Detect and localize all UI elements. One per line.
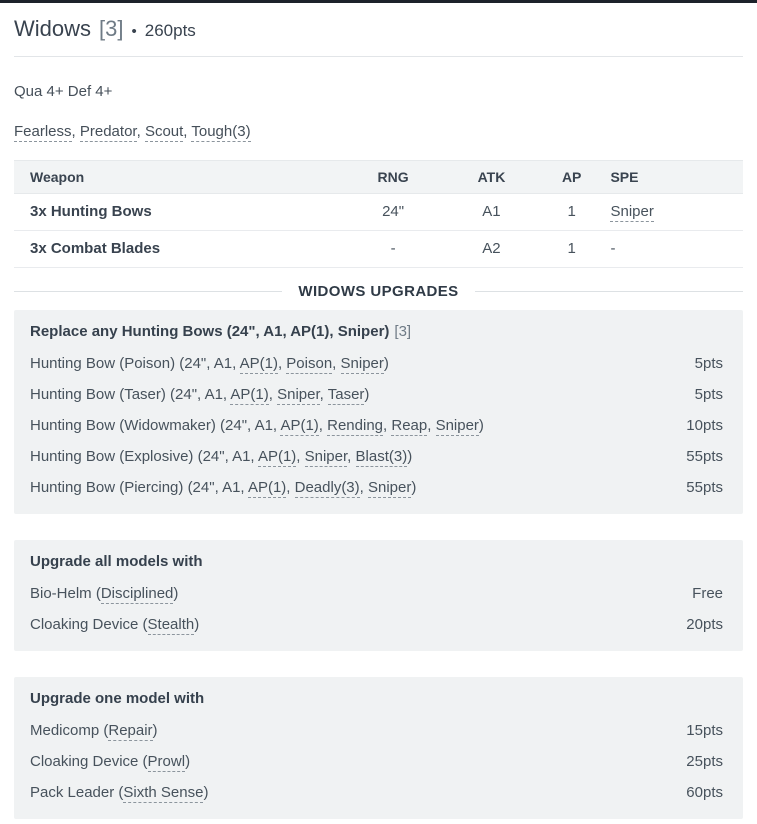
- unit-model-count: [3]: [99, 16, 124, 41]
- special-rule-sniper[interactable]: Sniper: [304, 448, 348, 465]
- upgrade-section: [14, 540, 743, 651]
- weapon-rng: 24": [342, 194, 444, 231]
- upgrade-option-label: Hunting Bow (Explosive) (24", A1, AP(1), Sniper, Blast(3)): [30, 448, 413, 465]
- upgrade-option-label: Bio-Helm (Disciplined): [30, 585, 179, 602]
- special-rule-taser[interactable]: Taser: [327, 386, 365, 403]
- bullet-separator: •: [131, 23, 137, 40]
- upgrade-option-cost: 15pts: [686, 722, 723, 739]
- upgrade-section-title: [30, 322, 723, 342]
- special-rule-ap-1[interactable]: AP(1): [247, 479, 287, 496]
- top-window-edge: [0, 0, 757, 3]
- special-rule-predator[interactable]: Predator: [79, 123, 137, 140]
- special-rule-sniper[interactable]: Sniper: [277, 386, 320, 403]
- header-divider: [14, 56, 743, 57]
- upgrade-option-cost: 55pts: [686, 448, 723, 465]
- upgrade-option-cost: 55pts: [686, 479, 723, 496]
- special-rule-ap-1[interactable]: AP(1): [230, 386, 269, 403]
- unit-title: Widows: [14, 16, 92, 41]
- special-rule-repair[interactable]: Repair: [108, 722, 153, 739]
- weapon-rng: -: [342, 231, 444, 268]
- special-rule-ap-1[interactable]: AP(1): [239, 355, 278, 372]
- column-header-atk: ATK: [444, 161, 539, 194]
- weapon-name: 3x Combat Blades: [14, 231, 342, 268]
- weapon-ap: 1: [539, 231, 605, 268]
- special-rule-poison[interactable]: Poison: [286, 355, 333, 372]
- weapon-spe: [604, 194, 743, 231]
- weapon-atk: A1: [444, 194, 539, 231]
- upgrade-option-label: Hunting Bow (Widowmaker) (24", A1, AP(1), Rending, Reap, Sniper): [30, 417, 484, 434]
- upgrade-option-row: [30, 385, 723, 404]
- weapon-row: [14, 194, 743, 231]
- upgrade-option-label: Hunting Bow (Piercing) (24", A1, AP(1), Deadly(3), Sniper): [30, 479, 417, 496]
- weapons-header-row: [14, 161, 743, 194]
- weapon-ap: 1: [539, 194, 605, 231]
- special-rule-blast-3[interactable]: Blast(3): [355, 448, 408, 465]
- weapons-table-header: [14, 161, 743, 194]
- upgrade-option-cost: 5pts: [694, 386, 723, 403]
- weapon-row: [14, 231, 743, 268]
- upgrade-option-cost: Free: [692, 585, 723, 602]
- heading-rule-left: [14, 291, 282, 292]
- special-rule-sniper[interactable]: Sniper: [610, 203, 654, 220]
- special-rule-deadly-3[interactable]: Deadly(3): [294, 479, 360, 496]
- column-header-weapon: Weapon: [14, 161, 342, 194]
- upgrade-option-cost: 25pts: [686, 753, 723, 770]
- upgrade-option-cost: 60pts: [686, 784, 723, 801]
- upgrade-section-count: [3]: [394, 323, 412, 340]
- special-rule-tough-3[interactable]: Tough(3): [191, 123, 251, 140]
- upgrade-option-label: Medicomp (Repair): [30, 722, 158, 739]
- upgrade-sections: [14, 310, 743, 819]
- weapons-table: [14, 160, 743, 268]
- upgrades-heading: [14, 283, 743, 300]
- weapon-spe: -: [604, 231, 743, 268]
- weapon-atk: A2: [444, 231, 539, 268]
- special-rule-prowl[interactable]: Prowl: [147, 753, 186, 770]
- upgrade-option-row: [30, 615, 723, 634]
- special-rule-ap-1[interactable]: AP(1): [257, 448, 297, 465]
- special-rule-stealth[interactable]: Stealth: [147, 616, 195, 633]
- upgrade-option-label: Pack Leader (Sixth Sense): [30, 784, 209, 801]
- weapons-table-body: [14, 194, 743, 268]
- column-header-rng: RNG: [342, 161, 444, 194]
- weapon-name: 3x Hunting Bows: [14, 194, 342, 231]
- special-rule-fearless[interactable]: Fearless: [14, 123, 72, 140]
- upgrade-option-row: [30, 752, 723, 771]
- upgrade-option-row: [30, 584, 723, 603]
- upgrade-option-row: [30, 354, 723, 373]
- heading-rule-right: [475, 291, 743, 292]
- upgrade-section-title: [30, 689, 723, 709]
- upgrade-section: [14, 677, 743, 819]
- special-rule-rending[interactable]: Rending: [327, 417, 384, 434]
- upgrade-section-title-text: Upgrade all models with: [30, 553, 203, 570]
- special-rule-sniper[interactable]: Sniper: [340, 355, 384, 372]
- special-rule-reap[interactable]: Reap: [391, 417, 428, 434]
- special-rules-line: Fearless, Predator, Scout, Tough(3): [14, 123, 251, 140]
- unit-points: 260pts: [144, 21, 196, 40]
- special-rule-sniper[interactable]: Sniper: [435, 417, 479, 434]
- upgrade-section: [14, 310, 743, 514]
- special-rule-sniper[interactable]: Sniper: [368, 479, 412, 496]
- upgrade-option-row: [30, 721, 723, 740]
- special-rule-ap-1[interactable]: AP(1): [280, 417, 319, 434]
- upgrades-heading-label: WIDOWS UPGRADES: [298, 283, 459, 300]
- upgrade-option-row: [30, 416, 723, 435]
- unit-stats: Qua 4+ Def 4+: [14, 83, 113, 100]
- column-header-spe: SPE: [604, 161, 743, 194]
- upgrade-option-label: Cloaking Device (Stealth): [30, 616, 200, 633]
- upgrade-option-label: Hunting Bow (Taser) (24", A1, AP(1), Sniper, Taser): [30, 386, 370, 403]
- upgrade-option-cost: 10pts: [686, 417, 723, 434]
- upgrade-option-cost: 5pts: [694, 355, 723, 372]
- upgrade-section-title: [30, 552, 723, 572]
- unit-header: [14, 16, 743, 42]
- special-rule-sixth-sense[interactable]: Sixth Sense: [123, 784, 204, 801]
- upgrade-option-cost: 20pts: [686, 616, 723, 633]
- special-rule-disciplined[interactable]: Disciplined: [100, 585, 174, 602]
- special-rule-scout[interactable]: Scout: [144, 123, 184, 140]
- upgrade-option-row: [30, 447, 723, 466]
- upgrade-section-title-text: Upgrade one model with: [30, 690, 205, 707]
- upgrade-option-label: Hunting Bow (Poison) (24", A1, AP(1), Poison, Sniper): [30, 355, 389, 372]
- upgrade-option-row: [30, 783, 723, 802]
- upgrade-section-title-text: Replace any Hunting Bows (24", A1, AP(1), Sniper): [30, 323, 390, 340]
- upgrade-option-row: [30, 478, 723, 497]
- upgrade-option-label: Cloaking Device (Prowl): [30, 753, 191, 770]
- unit-card: [0, 16, 757, 819]
- column-header-ap: AP: [539, 161, 605, 194]
